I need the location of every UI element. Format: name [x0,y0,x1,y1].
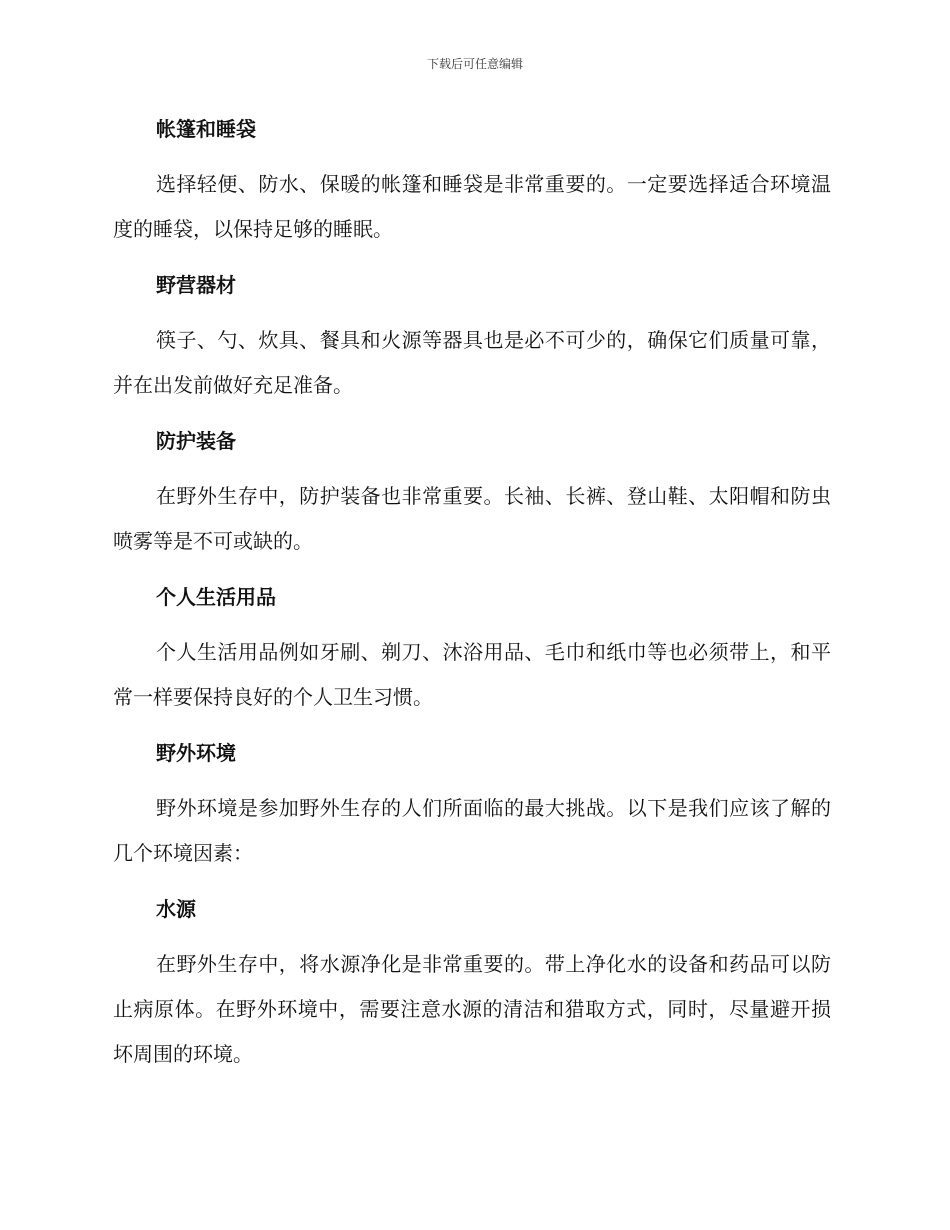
section-paragraph: 在野外生存中，防护装备也非常重要。长袖、长裤、登山鞋、太阳帽和防虫喷雾等是不可或缺的。 [113,484,831,553]
section-heading: 野营器材 [156,273,236,297]
section-heading: 野外环境 [156,741,236,765]
section-paragraph: 在野外生存中，将水源净化是非常重要的。带上净化水的设备和药品可以防止病原体。在野外环境中，需要注意水源的清洁和猎取方式，同时，尽量避开损坏周围的环境。 [113,952,831,1066]
header-note: 下载后可任意编辑 [426,57,523,71]
document-body [113,108,831,1089]
section-heading: 防护装备 [156,429,236,453]
section-paragraph: 筷子、勺、炊具、餐具和火源等器具也是必不可少的，确保它们质量可靠，并在出发前做好充足准备。 [113,328,831,397]
section-heading: 水源 [156,897,196,921]
section-paragraph: 个人生活用品例如牙刷、剃刀、沐浴用品、毛巾和纸巾等也必须带上，和平常一样要保持良好的个人卫生习惯。 [113,640,831,709]
section-paragraph: 野外环境是参加野外生存的人们所面临的最大挑战。以下是我们应该了解的几个环境因素： [113,796,831,865]
section-heading: 帐篷和睡袋 [156,117,256,141]
section-paragraph: 选择轻便、防水、保暖的帐篷和睡袋是非常重要的。一定要选择适合环境温度的睡袋，以保持足够的睡眠。 [113,172,831,241]
section-heading: 个人生活用品 [156,585,276,609]
